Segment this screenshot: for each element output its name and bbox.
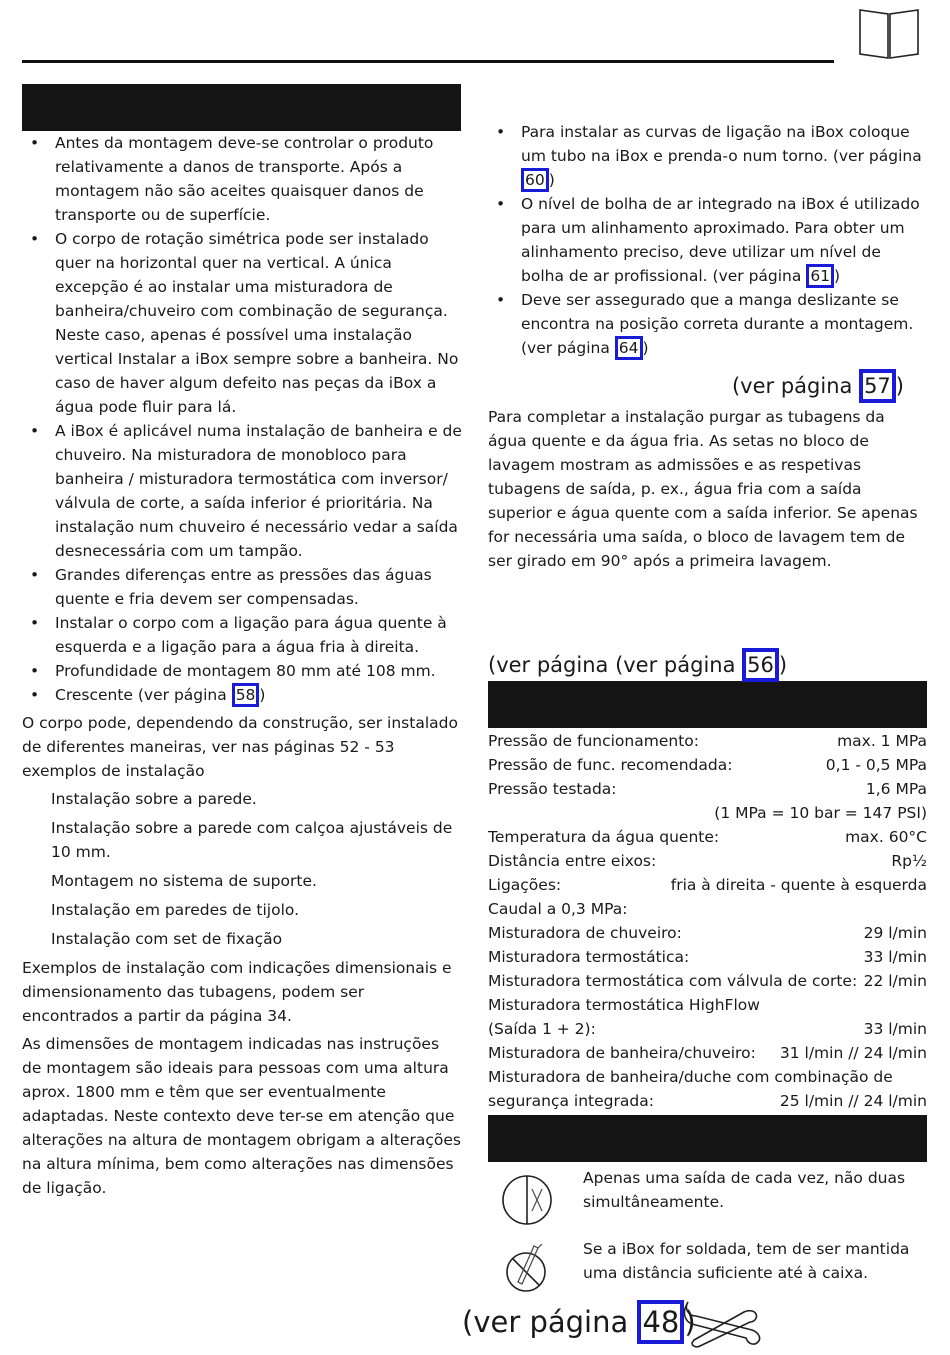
technical-data-heading: (ver página (ver página 56 )	[488, 648, 787, 682]
spec-value: 33 l/min	[863, 948, 927, 966]
spec-label: Misturadora de banheira/duche com combinação de	[488, 1068, 893, 1086]
flush-paragraph: Para completar a instalação purgar as tubagens da água quente e da água fria. As setas no bloco de lavagem mostram as admissões e as respetivas tubagens de saída, p. ex., água fria com a saída superior e água quente com a saída inferior. Se apenas for necessária uma saída, o bloco de lavagem tem de ser girado em 90° após a primeira lavagem.	[488, 408, 918, 570]
install-option: Instalação sobre a parede com calçoa ajustáveis de 10 mm.	[51, 819, 453, 861]
page-link-48[interactable]: 48	[637, 1300, 684, 1344]
spec-value: 25 l/min // 24 l/min	[779, 1092, 927, 1110]
spec-label: Misturadora termostática:	[488, 948, 690, 966]
spec-value: 0,1 - 0,5 MPa	[825, 756, 927, 774]
list-item: • Crescente (ver página 58 )	[22, 683, 462, 707]
spec-label: Misturadora termostática HighFlow	[488, 996, 760, 1014]
page-link-57[interactable]: 57	[859, 369, 896, 403]
spec-row	[488, 849, 927, 873]
page-link-64[interactable]: 64	[615, 336, 643, 360]
spec-value: fria à direita - quente à esquerda	[670, 876, 927, 894]
book-icon	[858, 8, 920, 60]
section-bar-symbols	[488, 1115, 927, 1162]
spec-label: segurança integrada:	[488, 1092, 654, 1110]
spec-label: Misturadora termostática com válvula de corte:	[488, 972, 858, 990]
spec-row	[488, 993, 927, 1017]
install-option: Instalação com set de fixação	[51, 930, 283, 948]
spec-row	[488, 1017, 927, 1041]
page-link-56[interactable]: 56	[742, 648, 779, 682]
spec-value: Rp½	[891, 852, 927, 870]
spec-value: max. 60°C	[845, 828, 927, 846]
list-item: • A iBox é aplicável numa instalação de banheira e de chuveiro. Na misturadora de monobloco para banheira / misturadora termostática com inversor/ válvula de corte, a saída inferior é prioritária. Na instalação num chuveiro é necessário vedar a saída desnecessária com um tampão.	[22, 419, 462, 563]
section-bar-technical-data	[488, 681, 927, 728]
note-soldering: Se a iBox for soldada, tem de ser mantida uma distância suficiente até à caixa.	[583, 1240, 910, 1282]
spec-label: Temperatura da água quente:	[488, 828, 720, 846]
list-item: • Deve ser assegurado que a manga deslizante se encontra na posição correta durante a montagem. (ver página 64 )	[488, 288, 928, 360]
spec-row	[488, 729, 927, 753]
section-bar-assembly	[22, 84, 461, 131]
right-bullets	[488, 120, 928, 360]
tools-section-heading: (ver página 48 )	[462, 1300, 696, 1344]
spec-row	[488, 1089, 927, 1113]
no-soldering-icon	[502, 1244, 552, 1296]
spec-label: (Saída 1 + 2):	[488, 1020, 596, 1038]
spec-row	[488, 777, 927, 801]
spec-label: Misturadora de banheira/chuveiro:	[488, 1044, 756, 1062]
spec-row	[488, 945, 927, 969]
spec-value: 31 l/min // 24 l/min	[779, 1044, 927, 1062]
spec-label: Pressão de funcionamento:	[488, 732, 699, 750]
spec-row	[488, 753, 927, 777]
page-link-58[interactable]: 58	[232, 683, 260, 707]
spec-value: max. 1 MPa	[837, 732, 927, 750]
spec-label: Distância entre eixos:	[488, 852, 657, 870]
spec-label: Pressão testada:	[488, 780, 617, 798]
technical-data-table	[488, 729, 927, 1113]
page-link-61[interactable]: 61	[806, 264, 834, 288]
installation-intro: O corpo pode, dependendo da construção, ser instalado de diferentes maneiras, ver nas páginas 52 - 53 exemplos de instalação	[22, 714, 458, 780]
spec-row	[488, 825, 927, 849]
list-item: • Para instalar as curvas de ligação na iBox coloque um tubo na iBox e prenda-o num torno. (ver página 60 )	[488, 120, 928, 192]
spec-label: Misturadora de chuveiro:	[488, 924, 682, 942]
list-item: • Instalar o corpo com a ligação para água quente à esquerda e a ligação para a água fria à direita.	[22, 611, 462, 659]
list-item: • O nível de bolha de ar integrado na iBox é utilizado para um alinhamento aproximado. Para obter um alinhamento preciso, deve utilizar um nível de bolha de ar profissional. (ver página 61 )	[488, 192, 928, 288]
install-option: Montagem no sistema de suporte.	[51, 872, 317, 890]
list-item: • Profundidade de montagem 80 mm até 108 mm.	[22, 659, 462, 683]
ibox-notes-list	[488, 120, 928, 360]
spec-label: Caudal a 0,3 MPa:	[488, 900, 628, 918]
list-item: • O corpo de rotação simétrica pode ser instalado quer na horizontal quer na vertical. A única excepção é ao instalar uma misturadora de banheira/chuveiro com combinação de segurança. Neste caso, apenas é possível uma instalação vertical Instalar a iBox sempre sobre a banheira. No caso de haver algum defeito nas peças da iBox a água pode fluir para lá.	[22, 227, 462, 419]
spec-row	[488, 873, 927, 897]
list-item: • Grandes diferenças entre as pressões das águas quente e fria devem ser compensadas.	[22, 563, 462, 611]
spec-row	[488, 1065, 927, 1089]
spec-value: 22 l/min	[863, 972, 927, 990]
spec-value: 29 l/min	[863, 924, 927, 942]
spec-row	[488, 1041, 927, 1065]
single-outlet-icon	[500, 1173, 554, 1227]
page-link-60[interactable]: 60	[521, 168, 549, 192]
left-column	[22, 131, 462, 1204]
spec-value: 33 l/min	[863, 1020, 927, 1038]
list-item: • Antes da montagem deve-se controlar o produto relativamente a danos de transporte. Após a montagem não são aceites quaisquer danos de transporte ou de superfície.	[22, 131, 462, 227]
spec-row	[488, 897, 927, 921]
install-option: Instalação sobre a parede.	[51, 790, 257, 808]
spec-row	[488, 969, 927, 993]
spec-value: (1 MPa = 10 bar = 147 PSI)	[714, 804, 927, 822]
dimensions-paragraph: As dimensões de montagem indicadas nas instruções de montagem são ideais para pessoas com uma altura aprox. 1800 mm e têm que ser eventualmente adaptadas. Neste contexto deve ter-se em atenção que alterações na altura de montagem obrigam a alterações na altura mínima, bem como alterações nas dimensões de ligação.	[22, 1035, 461, 1197]
spec-row	[488, 801, 927, 825]
assembly-notes-list	[22, 131, 462, 707]
spec-row	[488, 921, 927, 945]
examples-paragraph: Exemplos de instalação com indicações dimensionais e dimensionamento das tubagens, podem ser encontrados a partir da página 34.	[22, 959, 452, 1025]
spec-label: Ligações:	[488, 876, 562, 894]
note-single-outlet: Apenas uma saída de cada vez, não duas simultâneamente.	[583, 1169, 906, 1211]
flush-section-heading: (ver página 57 )	[488, 369, 904, 403]
spec-value: 1,6 MPa	[865, 780, 927, 798]
install-option: Instalação em paredes de tijolo.	[51, 901, 300, 919]
tools-icon	[682, 1296, 764, 1348]
spec-label: Pressão de func. recomendada:	[488, 756, 733, 774]
header-rule	[22, 60, 834, 63]
